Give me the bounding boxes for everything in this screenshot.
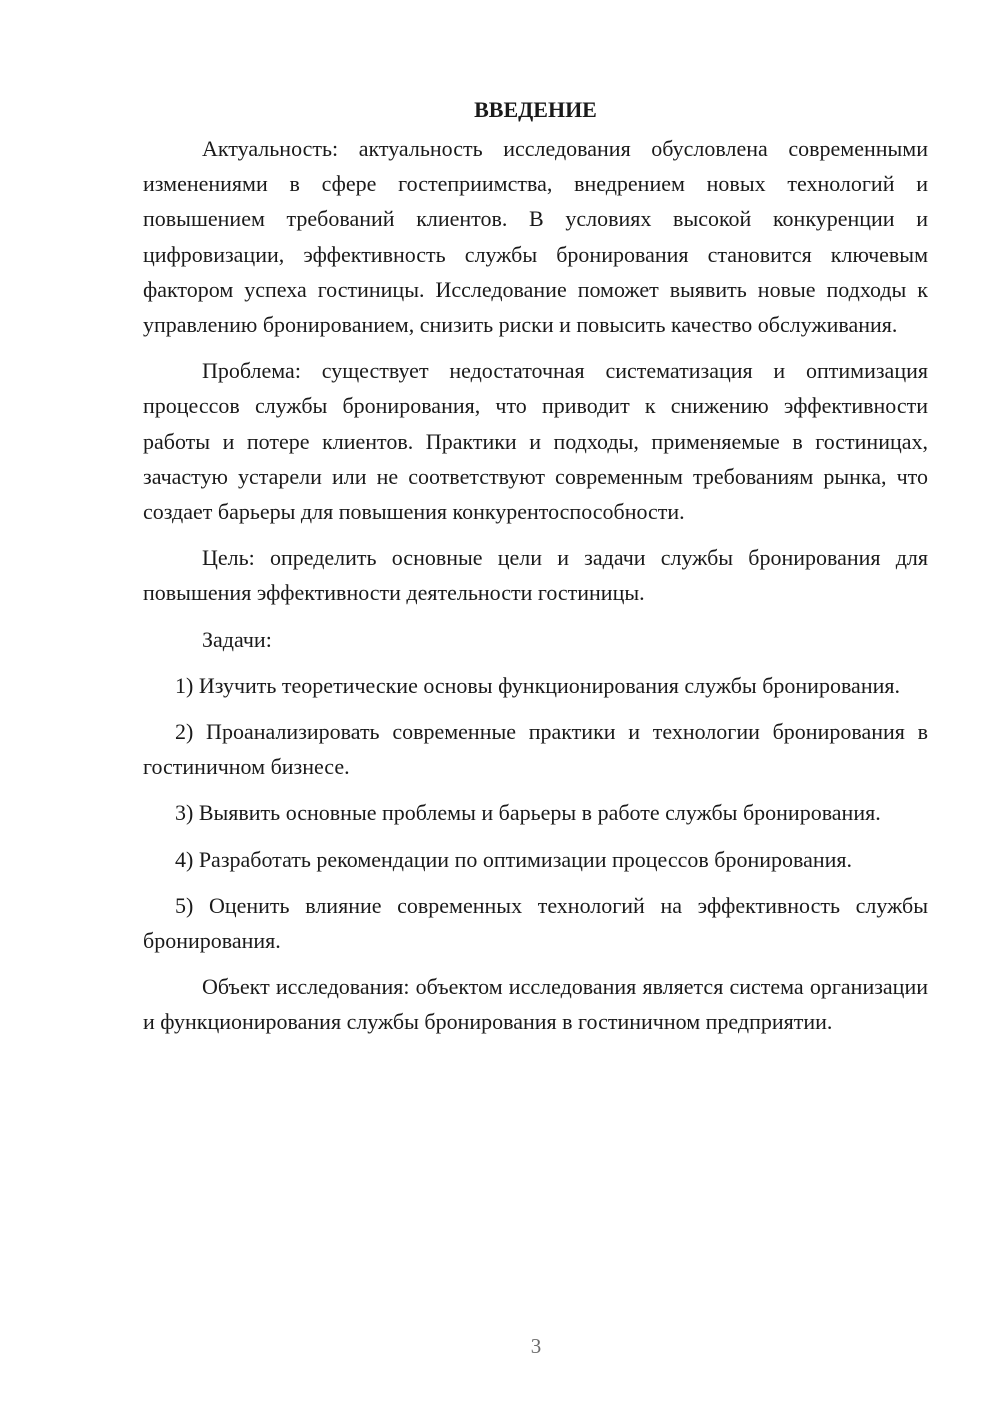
section-heading: ВВЕДЕНИЕ [474, 97, 597, 122]
task-item: 4) Разработать рекомендации по оптимизации процессов бронирования. [175, 846, 853, 872]
page-number: 3 [530, 1334, 542, 1358]
task-item: 5) Оценить влияние современных технологий на эффективность службы бронирования. [143, 892, 928, 954]
problem-paragraph: Проблема: существует недостаточная систематизация и оптимизация процессов службы бронирования, что приводит к снижению эффективности работы и потере клиентов. Практики и подходы, применяемые в гостиницах, зачастую устарели или не соответствуют современным требованиям рынка, что создает барьеры для повышения конкурентоспособности. [143, 358, 928, 525]
task-item: 2) Проанализировать современные практики и технологии бронирования в гостиничном бизнесе. [143, 719, 928, 780]
relevance-paragraph: Актуальность: актуальность исследования обусловлена современными изменениями в сфере гостеприимства, внедрением новых технологий и повышением требований клиентов. В условиях высокой конкуренции и цифровизации, эффективность службы бронирования становится ключевым фактором успеха гостиницы. Исследование поможет выявить новые подходы к управлению бронированием, снизить риски и повысить качество обслуживания. [143, 136, 928, 338]
goal-paragraph: Цель: определить основные цели и задачи службы бронирования для повышения эффективности деятельности гостиницы. [143, 545, 928, 606]
page-content [143, 92, 928, 1040]
task-item: 3) Выявить основные проблемы и барьеры в работе службы бронирования. [175, 800, 881, 826]
tasks-label: Задачи: [202, 626, 272, 652]
object-paragraph: Объект исследования: объектом исследования является система организации и функционирования службы бронирования в гостиничном предприятии. [143, 974, 928, 1035]
task-item: 1) Изучить теоретические основы функционирования службы бронирования. [175, 672, 900, 698]
